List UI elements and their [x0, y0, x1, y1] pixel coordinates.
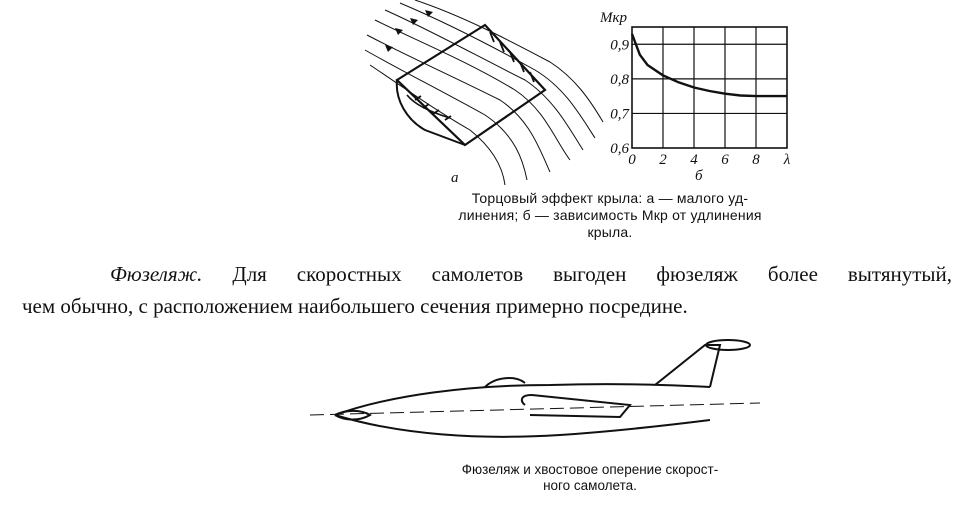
wing-diagram [365, 0, 603, 186]
x-tick-label: 4 [690, 152, 698, 168]
y-tick-label: 0,9 [610, 37, 629, 54]
body-paragraph [22, 258, 952, 322]
figure2-caption [380, 462, 800, 494]
y-tick-label: 0,8 [610, 71, 629, 88]
mkr-chart [599, 10, 791, 184]
paragraph-line1-text: Для скоростных самолетов выгоден фюзеляж более вытянутый, [202, 262, 952, 286]
paragraph-line2: чем обычно, с расположением наибольшего сечения примерно посредине. [22, 294, 688, 318]
mkr-curve [632, 34, 787, 96]
x-tick-label: 8 [752, 152, 760, 168]
y-axis-label: Mкр [600, 10, 628, 26]
figure1-caption-line1: Торцовый эффект крыла: а — малого уд- [471, 190, 749, 206]
figure1-caption-line2: линения; б — зависимость Mкр от удлинения [458, 207, 762, 223]
figure-wing-end-effect [355, 0, 805, 190]
figure-fuselage [300, 325, 800, 465]
paragraph-line1 [22, 258, 952, 290]
chart-frame [632, 27, 787, 148]
figure2-caption-line2: ного самолета. [543, 478, 637, 493]
x-tick-label: 6 [721, 152, 729, 168]
label-b: б [695, 168, 703, 184]
x-tick-label: λ [783, 152, 791, 168]
figure1-caption [400, 190, 820, 241]
x-tick-label: 0 [628, 152, 636, 168]
label-a: а [451, 170, 459, 186]
y-tick-label: 0,6 [610, 141, 629, 157]
x-tick-label: 2 [659, 152, 667, 168]
y-tick-label: 0,7 [610, 106, 629, 123]
figure2-caption-line1: Фюзеляж и хвостовое оперение скорост- [461, 462, 719, 477]
figure1-caption-line3: крыла. [587, 224, 633, 240]
paragraph-lead: Фюзеляж. [110, 262, 203, 286]
